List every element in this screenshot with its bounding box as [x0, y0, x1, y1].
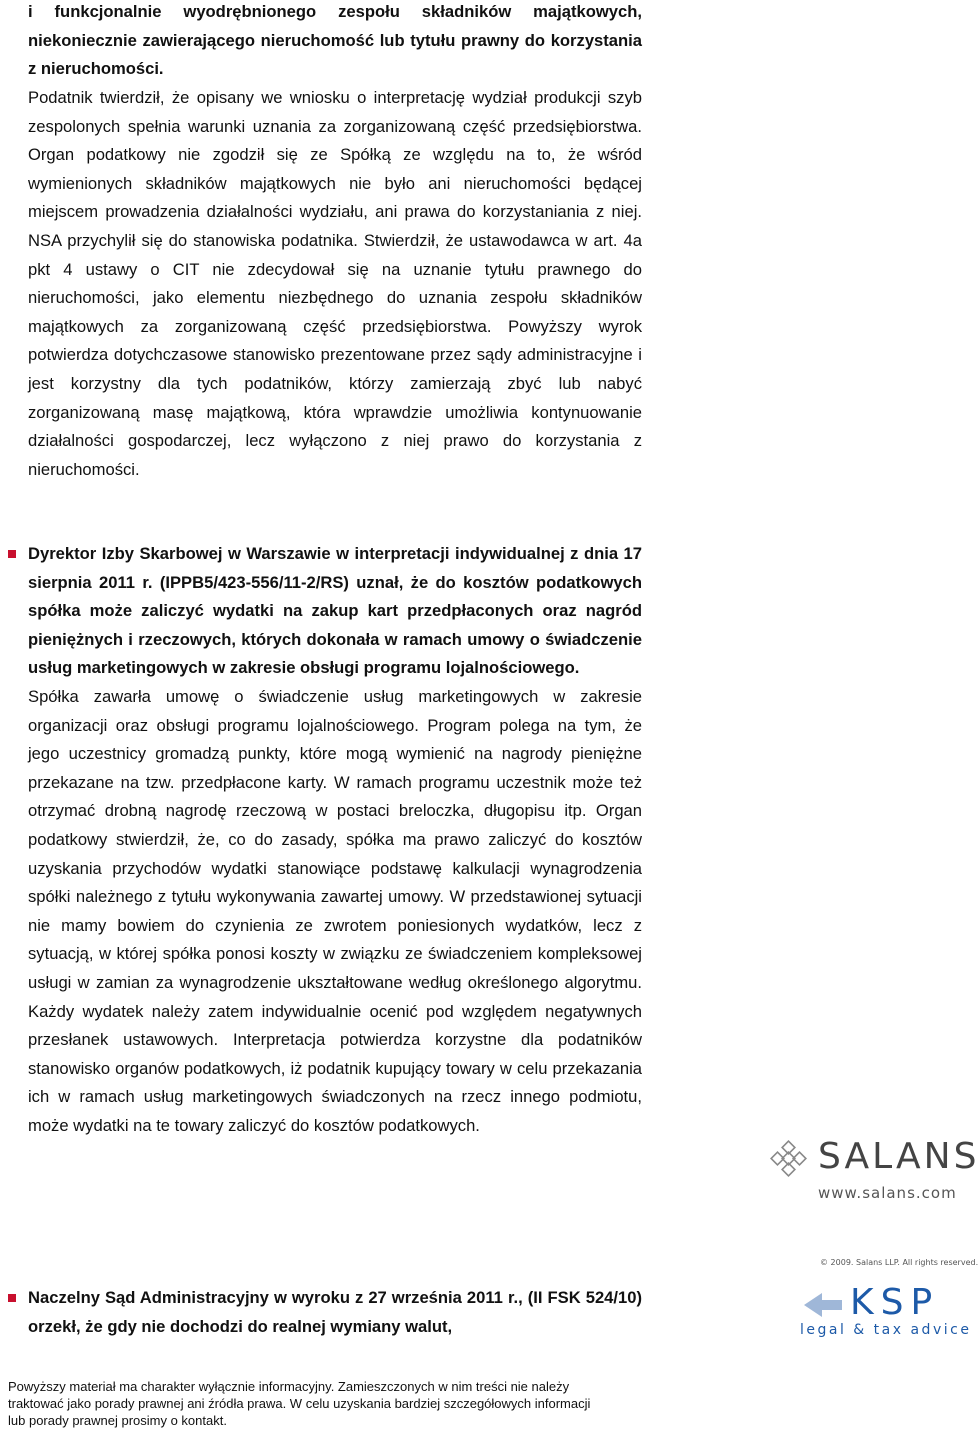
ksp-logo	[800, 1282, 972, 1344]
bullet-body: Spółka zawarła umowę o świadczenie usług marketingowych w zakresie organizacji oraz obsługi programu lojalnościowego. Program polega na tym, że jego uczestnicy gromadzą punkty, które mogą wymienić na nagrody pieniężne przekazane na tzw. przedpłacone karty. W ramach programu uczestnik może też otrzymać drobną nagrodę rzeczową w postaci breloczka, długopisu itp. Organ podatkowy stwierdził, że, co do zasady, spółka ma prawo zaliczyć do kosztów uzyskania przychodów wydatki stanowiące podstawę kalkulacji wynagrodzenia spółki należnego z tytułu wykonywania zawartej umowy. W przedstawionej sytuacji nie mamy bowiem do czynienia ze zwrotem poniesionych wydatków, lecz z sytuacją, w której spółka ponosi koszty w związku ze świadczeniem kompleksowej usługi w zamian za wynagrodzenie ukształtowane według określonego algorytmu. Każdy wydatek należy zatem indywidualnie ocenić pod względem negatywnych przesłanek ustawowych. Interpretacja potwierdza korzystne dla podatników stanowisko organów podatkowych, iż podatnik kupujący towary w celu przekazania ich w ramach usług marketingowych świadczonych na rzecz innego podmiotu, może wydatki na te towary zaliczyć do kosztów podatkowych.	[28, 686, 642, 1135]
bullet-heading: Dyrektor Izby Skarbowej w Warszawie w interpretacji indywidualnej z dnia 17 sierpnia 2011 r. (IPPB5/423-556/11-2/RS) uznał, że do kosztów podatkowych spółka może zaliczyć wydatki na zakup kart przedpłaconych oraz nagród pieniężnych i rzeczowych, których dokonała w ramach umowy o świadczenie usług marketingowych w zakresie obsługi programu lojalnościowego.	[28, 544, 642, 678]
intro-paragraph: Podatnik twierdził, że opisany we wniosku o interpretację wydział produkcji szyb zespolonych spełnia warunki uznania za zorganizowaną część przedsiębiorstwa. Organ podatkowy nie zgodził się ze Spółką ze względu na to, że wśród wymienionych składników majątkowych nie było ani nieruchomości będącej miejscem prowadzenia działalności wydziału, ani prawa do korzystaniania z niej. NSA przychylił się do stanowiska podatnika. Stwierdził, że ustawodawca w art. 4a pkt 4 ustawy o CIT nie zdecydował się na uznanie tytułu prawnego do nieruchomości, jako elementu niezbędnego do uznania zespołu składników majątkowych za zorganizowaną część przedsiębiorstwa. Powyższy wyrok potwierdza dotychczasowe stanowisko prezentowane przez sądy administracyjne i jest korzystny dla tych podatników, którzy zamierzają zbyć lub nabyć zorganizowaną masę majątkową, która wprawdzie umożliwia kontynuowanie działalności gospodarczej, lecz wyłączono z niej prawo do korzystania z nieruchomości.	[28, 88, 642, 479]
disclaimer-line: lub porady prawnej prosimy o kontakt.	[8, 1413, 227, 1428]
ksp-arrow-icon	[804, 1290, 842, 1320]
salans-url: www.salans.com	[818, 1184, 957, 1202]
bullet-heading: Naczelny Sąd Administracyjny w wyroku z 27 września 2011 r., (II FSK 524/10) orzekł, że gdy nie dochodzi do realnej wymiany walut,	[28, 1288, 642, 1336]
disclaimer-line: Powyższy materiał ma charakter wyłącznie informacyjny. Zamieszczonych w nim treści nie należy	[8, 1379, 570, 1394]
disclaimer-line: traktować jako porady prawnej ani źródła prawa. W celu uzyskania bardziej szczegółowych informacji	[8, 1396, 591, 1411]
disclaimer-footer	[8, 1378, 658, 1429]
copyright-note: © 2009. Salans LLP. All rights reserved.	[820, 1258, 979, 1267]
salans-wordmark: SALANS	[818, 1136, 979, 1177]
bullet-item	[8, 1284, 642, 1341]
salans-diamond-icon	[772, 1142, 806, 1176]
ksp-wordmark: KSP	[850, 1282, 940, 1323]
intro-bold-continuation: i funkcjonalnie wyodrębnionego zespołu składników majątkowych, niekoniecznie zawierającego nieruchomość lub tytułu prawny do korzystania z nieruchomości.	[28, 2, 642, 79]
bullet-square-icon	[8, 1294, 16, 1302]
salans-logo	[772, 1136, 979, 1204]
bullet-square-icon	[8, 550, 16, 558]
bullet-item	[8, 540, 642, 1140]
ksp-tagline: legal & tax advice	[800, 1322, 972, 1338]
